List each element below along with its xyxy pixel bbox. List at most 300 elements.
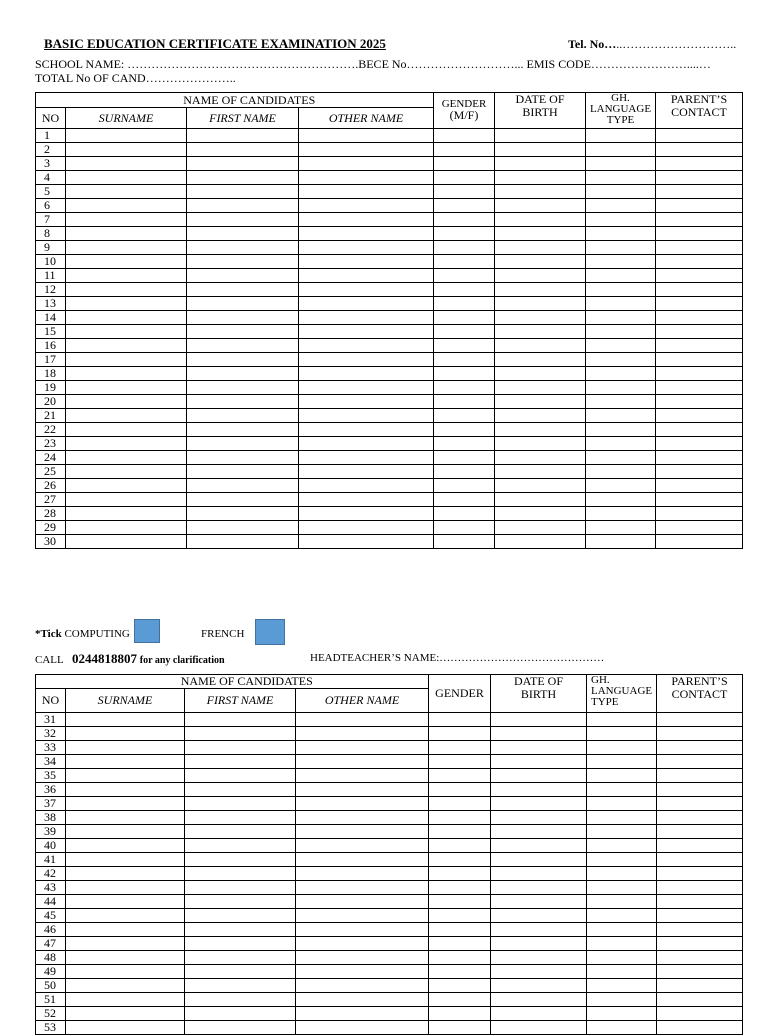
parent-contact-cell[interactable] — [656, 521, 743, 535]
surname-cell[interactable] — [66, 881, 185, 895]
first-name-cell[interactable] — [187, 185, 299, 199]
parent-contact-cell[interactable] — [656, 339, 743, 353]
first-name-cell[interactable] — [187, 493, 299, 507]
dob-cell[interactable] — [495, 395, 586, 409]
dob-cell[interactable] — [491, 797, 587, 811]
parent-contact-cell[interactable] — [656, 185, 743, 199]
surname-cell[interactable] — [66, 741, 185, 755]
language-cell[interactable] — [586, 479, 656, 493]
first-name-cell[interactable] — [187, 311, 299, 325]
gender-cell[interactable] — [434, 507, 495, 521]
gender-cell[interactable] — [429, 965, 491, 979]
first-name-cell[interactable] — [187, 465, 299, 479]
dob-cell[interactable] — [495, 465, 586, 479]
surname-cell[interactable] — [66, 395, 187, 409]
parent-contact-cell[interactable] — [657, 811, 743, 825]
first-name-cell[interactable] — [187, 395, 299, 409]
parent-contact-cell[interactable] — [657, 713, 743, 727]
parent-contact-cell[interactable] — [656, 465, 743, 479]
surname-cell[interactable] — [66, 895, 185, 909]
language-cell[interactable] — [586, 255, 656, 269]
dob-cell[interactable] — [491, 839, 587, 853]
first-name-cell[interactable] — [185, 839, 296, 853]
gender-cell[interactable] — [434, 199, 495, 213]
dob-cell[interactable] — [491, 993, 587, 1007]
language-cell[interactable] — [586, 171, 656, 185]
dob-cell[interactable] — [495, 381, 586, 395]
dob-cell[interactable] — [495, 367, 586, 381]
parent-contact-cell[interactable] — [656, 157, 743, 171]
dob-cell[interactable] — [495, 143, 586, 157]
language-cell[interactable] — [587, 993, 657, 1007]
language-cell[interactable] — [586, 157, 656, 171]
language-cell[interactable] — [586, 283, 656, 297]
surname-cell[interactable] — [66, 769, 185, 783]
parent-contact-cell[interactable] — [656, 479, 743, 493]
parent-contact-cell[interactable] — [656, 353, 743, 367]
surname-cell[interactable] — [66, 367, 187, 381]
parent-contact-cell[interactable] — [656, 451, 743, 465]
parent-contact-cell[interactable] — [657, 839, 743, 853]
dob-cell[interactable] — [491, 909, 587, 923]
language-cell[interactable] — [587, 1007, 657, 1021]
parent-contact-cell[interactable] — [657, 979, 743, 993]
first-name-cell[interactable] — [185, 937, 296, 951]
parent-contact-cell[interactable] — [656, 535, 743, 549]
language-cell[interactable] — [586, 227, 656, 241]
language-cell[interactable] — [586, 507, 656, 521]
surname-cell[interactable] — [66, 1007, 185, 1021]
surname-cell[interactable] — [66, 535, 187, 549]
surname-cell[interactable] — [66, 797, 185, 811]
other-name-cell[interactable] — [299, 353, 434, 367]
first-name-cell[interactable] — [185, 909, 296, 923]
first-name-cell[interactable] — [185, 867, 296, 881]
surname-cell[interactable] — [66, 965, 185, 979]
gender-cell[interactable] — [429, 783, 491, 797]
parent-contact-cell[interactable] — [656, 283, 743, 297]
gender-cell[interactable] — [434, 479, 495, 493]
dob-cell[interactable] — [495, 325, 586, 339]
other-name-cell[interactable] — [299, 283, 434, 297]
gender-cell[interactable] — [434, 395, 495, 409]
dob-cell[interactable] — [495, 353, 586, 367]
gender-cell[interactable] — [429, 853, 491, 867]
dob-cell[interactable] — [491, 727, 587, 741]
language-cell[interactable] — [587, 755, 657, 769]
language-cell[interactable] — [587, 895, 657, 909]
gender-cell[interactable] — [429, 951, 491, 965]
dob-cell[interactable] — [491, 741, 587, 755]
parent-contact-cell[interactable] — [657, 923, 743, 937]
other-name-cell[interactable] — [299, 535, 434, 549]
other-name-cell[interactable] — [296, 839, 429, 853]
language-cell[interactable] — [587, 881, 657, 895]
parent-contact-cell[interactable] — [657, 1021, 743, 1035]
parent-contact-cell[interactable] — [657, 909, 743, 923]
other-name-cell[interactable] — [299, 451, 434, 465]
parent-contact-cell[interactable] — [657, 727, 743, 741]
parent-contact-cell[interactable] — [656, 311, 743, 325]
gender-cell[interactable] — [434, 185, 495, 199]
other-name-cell[interactable] — [296, 895, 429, 909]
surname-cell[interactable] — [66, 423, 187, 437]
gender-cell[interactable] — [434, 311, 495, 325]
dob-cell[interactable] — [491, 825, 587, 839]
dob-cell[interactable] — [495, 521, 586, 535]
parent-contact-cell[interactable] — [657, 993, 743, 1007]
language-cell[interactable] — [586, 493, 656, 507]
first-name-cell[interactable] — [187, 507, 299, 521]
language-cell[interactable] — [587, 937, 657, 951]
parent-contact-cell[interactable] — [656, 213, 743, 227]
dob-cell[interactable] — [491, 1021, 587, 1035]
first-name-cell[interactable] — [185, 741, 296, 755]
parent-contact-cell[interactable] — [656, 395, 743, 409]
first-name-cell[interactable] — [185, 951, 296, 965]
surname-cell[interactable] — [66, 909, 185, 923]
other-name-cell[interactable] — [299, 213, 434, 227]
other-name-cell[interactable] — [296, 755, 429, 769]
dob-cell[interactable] — [495, 227, 586, 241]
first-name-cell[interactable] — [185, 825, 296, 839]
surname-cell[interactable] — [66, 143, 187, 157]
first-name-cell[interactable] — [185, 993, 296, 1007]
surname-cell[interactable] — [66, 479, 187, 493]
language-cell[interactable] — [586, 465, 656, 479]
first-name-cell[interactable] — [187, 381, 299, 395]
first-name-cell[interactable] — [187, 353, 299, 367]
parent-contact-cell[interactable] — [656, 381, 743, 395]
language-cell[interactable] — [587, 783, 657, 797]
language-cell[interactable] — [586, 535, 656, 549]
surname-cell[interactable] — [66, 937, 185, 951]
dob-cell[interactable] — [491, 923, 587, 937]
surname-cell[interactable] — [66, 339, 187, 353]
other-name-cell[interactable] — [299, 367, 434, 381]
gender-cell[interactable] — [429, 979, 491, 993]
other-name-cell[interactable] — [296, 979, 429, 993]
language-cell[interactable] — [587, 797, 657, 811]
surname-cell[interactable] — [66, 199, 187, 213]
other-name-cell[interactable] — [299, 269, 434, 283]
gender-cell[interactable] — [429, 727, 491, 741]
dob-cell[interactable] — [491, 755, 587, 769]
language-cell[interactable] — [587, 923, 657, 937]
first-name-cell[interactable] — [185, 853, 296, 867]
gender-cell[interactable] — [429, 1021, 491, 1035]
surname-cell[interactable] — [66, 325, 187, 339]
surname-cell[interactable] — [66, 825, 185, 839]
parent-contact-cell[interactable] — [656, 269, 743, 283]
other-name-cell[interactable] — [299, 507, 434, 521]
gender-cell[interactable] — [429, 937, 491, 951]
other-name-cell[interactable] — [299, 227, 434, 241]
dob-cell[interactable] — [495, 493, 586, 507]
dob-cell[interactable] — [491, 713, 587, 727]
gender-cell[interactable] — [434, 451, 495, 465]
parent-contact-cell[interactable] — [657, 783, 743, 797]
other-name-cell[interactable] — [296, 993, 429, 1007]
language-cell[interactable] — [586, 339, 656, 353]
dob-cell[interactable] — [495, 479, 586, 493]
surname-cell[interactable] — [66, 311, 187, 325]
language-cell[interactable] — [586, 353, 656, 367]
surname-cell[interactable] — [66, 157, 187, 171]
dob-cell[interactable] — [495, 185, 586, 199]
first-name-cell[interactable] — [185, 727, 296, 741]
language-cell[interactable] — [586, 521, 656, 535]
dob-cell[interactable] — [491, 937, 587, 951]
parent-contact-cell[interactable] — [656, 199, 743, 213]
french-checkbox[interactable] — [255, 619, 285, 645]
parent-contact-cell[interactable] — [656, 241, 743, 255]
language-cell[interactable] — [586, 395, 656, 409]
language-cell[interactable] — [586, 199, 656, 213]
surname-cell[interactable] — [66, 979, 185, 993]
other-name-cell[interactable] — [299, 395, 434, 409]
other-name-cell[interactable] — [299, 297, 434, 311]
other-name-cell[interactable] — [296, 825, 429, 839]
dob-cell[interactable] — [491, 853, 587, 867]
language-cell[interactable] — [586, 297, 656, 311]
parent-contact-cell[interactable] — [656, 255, 743, 269]
parent-contact-cell[interactable] — [657, 741, 743, 755]
first-name-cell[interactable] — [187, 437, 299, 451]
surname-cell[interactable] — [66, 507, 187, 521]
parent-contact-cell[interactable] — [656, 227, 743, 241]
first-name-cell[interactable] — [185, 1021, 296, 1035]
first-name-cell[interactable] — [187, 157, 299, 171]
gender-cell[interactable] — [434, 325, 495, 339]
first-name-cell[interactable] — [187, 171, 299, 185]
language-cell[interactable] — [586, 409, 656, 423]
gender-cell[interactable] — [429, 993, 491, 1007]
gender-cell[interactable] — [429, 797, 491, 811]
surname-cell[interactable] — [66, 1021, 185, 1035]
first-name-cell[interactable] — [187, 521, 299, 535]
surname-cell[interactable] — [66, 227, 187, 241]
gender-cell[interactable] — [434, 143, 495, 157]
language-cell[interactable] — [587, 825, 657, 839]
gender-cell[interactable] — [434, 423, 495, 437]
other-name-cell[interactable] — [299, 129, 434, 143]
parent-contact-cell[interactable] — [657, 867, 743, 881]
language-cell[interactable] — [586, 269, 656, 283]
first-name-cell[interactable] — [185, 811, 296, 825]
surname-cell[interactable] — [66, 755, 185, 769]
parent-contact-cell[interactable] — [657, 755, 743, 769]
other-name-cell[interactable] — [299, 479, 434, 493]
surname-cell[interactable] — [66, 171, 187, 185]
first-name-cell[interactable] — [187, 423, 299, 437]
other-name-cell[interactable] — [296, 951, 429, 965]
other-name-cell[interactable] — [299, 157, 434, 171]
dob-cell[interactable] — [495, 339, 586, 353]
first-name-cell[interactable] — [187, 367, 299, 381]
surname-cell[interactable] — [66, 993, 185, 1007]
gender-cell[interactable] — [429, 713, 491, 727]
parent-contact-cell[interactable] — [656, 423, 743, 437]
first-name-cell[interactable] — [187, 241, 299, 255]
language-cell[interactable] — [586, 129, 656, 143]
dob-cell[interactable] — [495, 409, 586, 423]
gender-cell[interactable] — [429, 881, 491, 895]
dob-cell[interactable] — [495, 129, 586, 143]
other-name-cell[interactable] — [296, 923, 429, 937]
dob-cell[interactable] — [491, 979, 587, 993]
gender-cell[interactable] — [434, 283, 495, 297]
parent-contact-cell[interactable] — [657, 895, 743, 909]
gender-cell[interactable] — [434, 535, 495, 549]
gender-cell[interactable] — [434, 171, 495, 185]
dob-cell[interactable] — [495, 157, 586, 171]
dob-cell[interactable] — [495, 199, 586, 213]
language-cell[interactable] — [587, 853, 657, 867]
other-name-cell[interactable] — [296, 853, 429, 867]
gender-cell[interactable] — [434, 367, 495, 381]
surname-cell[interactable] — [66, 853, 185, 867]
first-name-cell[interactable] — [187, 213, 299, 227]
surname-cell[interactable] — [66, 437, 187, 451]
first-name-cell[interactable] — [185, 923, 296, 937]
first-name-cell[interactable] — [185, 881, 296, 895]
parent-contact-cell[interactable] — [656, 493, 743, 507]
first-name-cell[interactable] — [185, 769, 296, 783]
other-name-cell[interactable] — [296, 881, 429, 895]
gender-cell[interactable] — [434, 255, 495, 269]
computing-checkbox[interactable] — [134, 619, 160, 643]
first-name-cell[interactable] — [187, 325, 299, 339]
first-name-cell[interactable] — [187, 409, 299, 423]
language-cell[interactable] — [587, 727, 657, 741]
parent-contact-cell[interactable] — [657, 853, 743, 867]
dob-cell[interactable] — [491, 783, 587, 797]
other-name-cell[interactable] — [296, 797, 429, 811]
first-name-cell[interactable] — [185, 979, 296, 993]
first-name-cell[interactable] — [187, 255, 299, 269]
first-name-cell[interactable] — [185, 965, 296, 979]
surname-cell[interactable] — [66, 951, 185, 965]
gender-cell[interactable] — [434, 213, 495, 227]
parent-contact-cell[interactable] — [656, 129, 743, 143]
dob-cell[interactable] — [495, 451, 586, 465]
surname-cell[interactable] — [66, 409, 187, 423]
other-name-cell[interactable] — [296, 937, 429, 951]
first-name-cell[interactable] — [187, 199, 299, 213]
gender-cell[interactable] — [434, 157, 495, 171]
gender-cell[interactable] — [429, 755, 491, 769]
gender-cell[interactable] — [434, 465, 495, 479]
language-cell[interactable] — [586, 213, 656, 227]
parent-contact-cell[interactable] — [657, 965, 743, 979]
language-cell[interactable] — [587, 811, 657, 825]
other-name-cell[interactable] — [296, 965, 429, 979]
gender-cell[interactable] — [434, 409, 495, 423]
gender-cell[interactable] — [434, 353, 495, 367]
gender-cell[interactable] — [429, 909, 491, 923]
dob-cell[interactable] — [491, 895, 587, 909]
surname-cell[interactable] — [66, 297, 187, 311]
dob-cell[interactable] — [495, 311, 586, 325]
other-name-cell[interactable] — [296, 727, 429, 741]
surname-cell[interactable] — [66, 269, 187, 283]
surname-cell[interactable] — [66, 353, 187, 367]
parent-contact-cell[interactable] — [656, 409, 743, 423]
gender-cell[interactable] — [429, 811, 491, 825]
surname-cell[interactable] — [66, 783, 185, 797]
dob-cell[interactable] — [495, 255, 586, 269]
gender-cell[interactable] — [434, 269, 495, 283]
gender-cell[interactable] — [429, 867, 491, 881]
dob-cell[interactable] — [491, 965, 587, 979]
parent-contact-cell[interactable] — [657, 881, 743, 895]
parent-contact-cell[interactable] — [657, 825, 743, 839]
gender-cell[interactable] — [429, 839, 491, 853]
gender-cell[interactable] — [434, 227, 495, 241]
parent-contact-cell[interactable] — [657, 1007, 743, 1021]
language-cell[interactable] — [587, 867, 657, 881]
gender-cell[interactable] — [434, 129, 495, 143]
parent-contact-cell[interactable] — [657, 769, 743, 783]
dob-cell[interactable] — [495, 297, 586, 311]
gender-cell[interactable] — [434, 241, 495, 255]
other-name-cell[interactable] — [299, 241, 434, 255]
surname-cell[interactable] — [66, 451, 187, 465]
parent-contact-cell[interactable] — [657, 951, 743, 965]
surname-cell[interactable] — [66, 521, 187, 535]
language-cell[interactable] — [586, 367, 656, 381]
other-name-cell[interactable] — [296, 741, 429, 755]
dob-cell[interactable] — [495, 171, 586, 185]
other-name-cell[interactable] — [299, 465, 434, 479]
dob-cell[interactable] — [495, 241, 586, 255]
first-name-cell[interactable] — [187, 143, 299, 157]
other-name-cell[interactable] — [296, 1021, 429, 1035]
surname-cell[interactable] — [66, 381, 187, 395]
language-cell[interactable] — [586, 311, 656, 325]
dob-cell[interactable] — [495, 423, 586, 437]
gender-cell[interactable] — [429, 769, 491, 783]
parent-contact-cell[interactable] — [656, 171, 743, 185]
surname-cell[interactable] — [66, 493, 187, 507]
surname-cell[interactable] — [66, 213, 187, 227]
surname-cell[interactable] — [66, 727, 185, 741]
language-cell[interactable] — [587, 979, 657, 993]
first-name-cell[interactable] — [185, 755, 296, 769]
other-name-cell[interactable] — [299, 409, 434, 423]
first-name-cell[interactable] — [185, 797, 296, 811]
language-cell[interactable] — [587, 951, 657, 965]
surname-cell[interactable] — [66, 811, 185, 825]
dob-cell[interactable] — [491, 881, 587, 895]
other-name-cell[interactable] — [299, 423, 434, 437]
gender-cell[interactable] — [434, 437, 495, 451]
other-name-cell[interactable] — [299, 311, 434, 325]
language-cell[interactable] — [586, 241, 656, 255]
surname-cell[interactable] — [66, 713, 185, 727]
dob-cell[interactable] — [495, 437, 586, 451]
other-name-cell[interactable] — [296, 1007, 429, 1021]
language-cell[interactable] — [586, 451, 656, 465]
first-name-cell[interactable] — [185, 713, 296, 727]
other-name-cell[interactable] — [299, 521, 434, 535]
language-cell[interactable] — [587, 1021, 657, 1035]
parent-contact-cell[interactable] — [656, 325, 743, 339]
other-name-cell[interactable] — [299, 339, 434, 353]
surname-cell[interactable] — [66, 255, 187, 269]
language-cell[interactable] — [587, 741, 657, 755]
